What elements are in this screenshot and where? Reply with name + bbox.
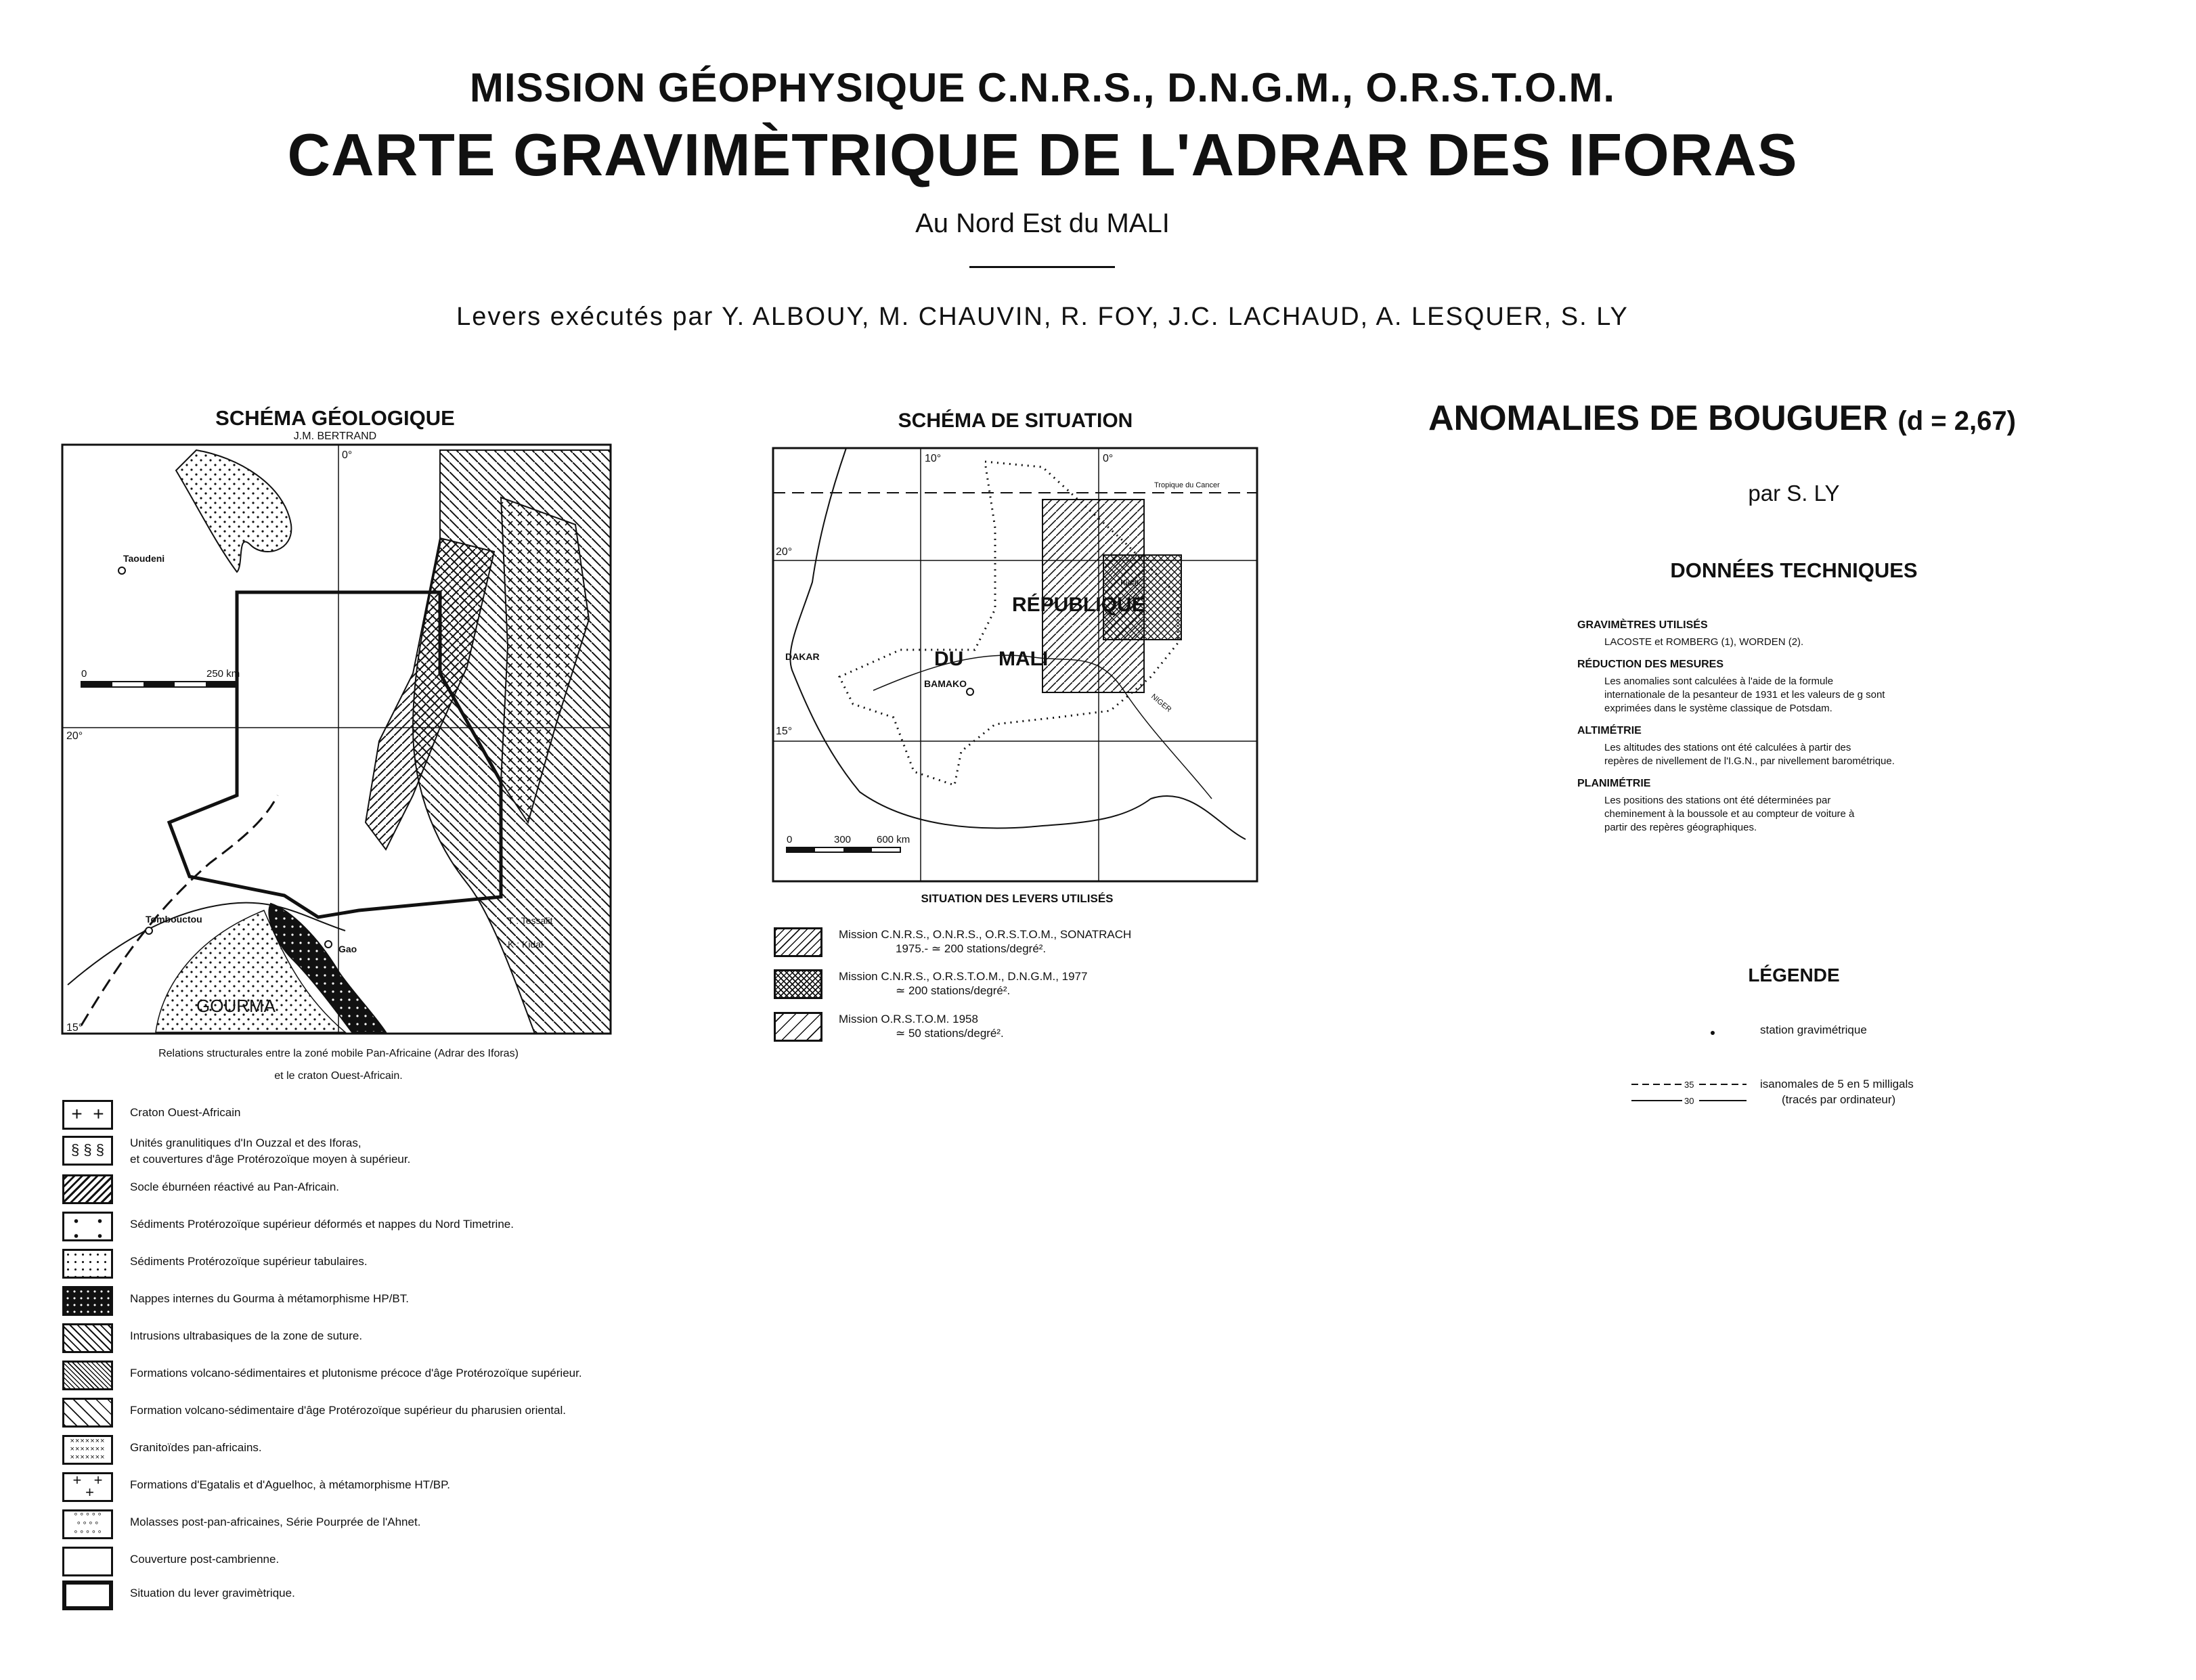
legend-swatch-crosses: + + — [62, 1100, 113, 1130]
tombouctou-marker — [146, 927, 152, 934]
bouguer-author: par S. LY — [1748, 481, 1840, 506]
legend-item — [62, 1212, 875, 1245]
map-title: CARTE GRAVIMÈTRIQUE DE L'ADRAR DES IFORAS — [287, 121, 1798, 188]
legend-title: LÉGENDE — [1748, 965, 1840, 986]
bamako-label: BAMAKO — [924, 678, 967, 689]
bouguer-title — [1428, 398, 2016, 439]
gao-label: Gao — [338, 944, 357, 954]
kidal-label: Kidal — [1120, 578, 1139, 588]
legend-item — [62, 1580, 875, 1614]
tropic-label: Tropique du Cancer — [1154, 481, 1220, 489]
sit-scale-max: 600 km — [877, 834, 910, 845]
legend-item — [62, 1323, 875, 1357]
geo-caption-line1: Relations structurales entre la zoné mobile Pan-Africaine (Adrar des Iforas) — [158, 1048, 519, 1059]
niger-label: NIGER — [1149, 692, 1173, 714]
gao-marker — [325, 941, 332, 948]
geological-map — [61, 443, 616, 1039]
legend-swatch-plus-sparse: + + + — [62, 1472, 113, 1502]
title-underline — [969, 266, 1115, 268]
tech-section — [1577, 725, 2119, 768]
geo-lon0-label: 0° — [342, 449, 353, 461]
legend-item — [62, 1398, 875, 1432]
legend-label: Situation du lever gravimètrique. — [130, 1587, 295, 1599]
tech-heading: RÉDUCTION DES MESURES — [1577, 659, 1724, 670]
legend-swatch-black — [62, 1286, 113, 1316]
geo-lat20-label: 20° — [66, 730, 83, 742]
bamako-marker — [967, 688, 973, 695]
lever-item — [774, 969, 1315, 1007]
legend-item — [62, 1472, 875, 1506]
dakar-label: DAKAR — [785, 651, 820, 662]
tessalit-key: T : Tessalit — [508, 915, 553, 926]
tech-text: Les altitudes des stations ont été calculées à partir des repères de nivellement de l'I.G.N., par nivellement barométrique. — [1604, 742, 1895, 767]
sit-scale-zero: 0 — [787, 834, 793, 845]
isanomaly-legend — [1631, 1076, 1747, 1110]
legend-swatch-back-diag-sparse — [62, 1398, 113, 1428]
tech-heading: ALTIMÉTRIE — [1577, 725, 1642, 736]
republique-label: RÉPUBLIQUE — [1012, 594, 1145, 616]
bouguer-title-text: ANOMALIES DE BOUGUER — [1428, 399, 1888, 438]
legend-label: Formations volcano-sédimentaires et plutonisme précoce d'âge Protérozoïque supérieur. — [130, 1367, 582, 1379]
mali-label: MALI — [998, 648, 1049, 670]
gourma-label: GOURMA — [196, 996, 276, 1016]
tech-section — [1577, 778, 2119, 835]
lever-swatch-diag-sparse — [774, 1012, 822, 1042]
taoudeni-marker — [118, 567, 125, 574]
sit-scale-mid: 300 — [834, 834, 852, 845]
sit-lon0-label: 0° — [1103, 453, 1114, 464]
geo-schema-title: SCHÉMA GÉOLOGIQUE — [215, 406, 455, 430]
geo-scale-zero: 0 — [81, 668, 87, 680]
legend-swatch-back-diag — [62, 1323, 113, 1353]
levers-title: SITUATION DES LEVERS UTILISÉS — [921, 892, 1114, 905]
tech-heading: PLANIMÉTRIE — [1577, 778, 1651, 789]
legend-label: Sédiments Protérozoïque supérieur déformés et nappes du Nord Timetrine. — [130, 1218, 514, 1231]
sit-lat20-label: 20° — [776, 546, 793, 558]
levers-list — [774, 927, 1315, 1063]
iso-35-label: 35 — [1684, 1080, 1694, 1090]
legend-swatch-dots — [62, 1249, 113, 1279]
legend-swatch-sparse-dots — [62, 1212, 113, 1241]
legend-item — [62, 1136, 875, 1170]
geo-legend — [0, 1100, 880, 1608]
legend-swatch-thick-box — [62, 1580, 113, 1610]
kidal-key: K : Kidal — [508, 939, 544, 950]
tombouctou-label: Tombouctou — [146, 914, 202, 925]
legend-label: Couverture post-cambrienne. — [130, 1553, 280, 1566]
isanomaly-sublabel: (tracés par ordinateur) — [1782, 1093, 1896, 1106]
lever-item — [774, 927, 1315, 965]
legend-label: Formations d'Egatalis et d'Aguelhoc, à métamorphisme HT/BP. — [130, 1478, 450, 1491]
legend-label: Socle éburnéen réactivé au Pan-Africain. — [130, 1180, 340, 1193]
sit-lon10-label: 10° — [925, 453, 942, 464]
lever-line2: 1975.- ≃ 200 stations/degré². — [896, 942, 1047, 955]
mission-heading: MISSION GÉOPHYSIQUE C.N.R.S., D.N.G.M., O.R.S.T.O.M. — [469, 65, 1616, 110]
legend-label: Granitoïdes pan-africains. — [130, 1441, 262, 1454]
tech-sections — [1577, 619, 2119, 835]
sit-scale-seg-1 — [787, 847, 815, 852]
lever-line1: Mission C.N.R.S., O.N.R.S., O.R.S.T.O.M., SONATRACH — [839, 928, 1132, 941]
lever-swatch-diag — [774, 927, 822, 957]
situation-title: SCHÉMA DE SITUATION — [898, 410, 1133, 432]
legend-swatch-wavy: § § § — [62, 1136, 113, 1166]
isanomaly-label: isanomales de 5 en 5 milligals — [1760, 1078, 1914, 1090]
legend-item — [62, 1547, 875, 1580]
legend-item — [62, 1174, 875, 1208]
bouguer-density: (d = 2,67) — [1897, 406, 2016, 436]
tech-heading: GRAVIMÈTRES UTILISÉS — [1577, 619, 1708, 631]
legend-swatch-x: ××××××× ××××××× ××××××× — [62, 1435, 113, 1465]
geo-scale-seg-1 — [81, 682, 112, 687]
legend-item — [62, 1286, 875, 1320]
geo-caption-line2: et le craton Ouest-Africain. — [274, 1070, 403, 1082]
surveyors-line: Levers exécutés par Y. ALBOUY, M. CHAUVIN, R. FOY, J.C. LACHAUD, A. LESQUER, S. LY — [456, 303, 1629, 331]
tech-section — [1577, 619, 2119, 649]
lever-line2: ≃ 50 stations/degré². — [896, 1027, 1004, 1040]
geo-scale-max: 250 km — [206, 668, 240, 680]
legend-label: Intrusions ultrabasiques de la zone de suture. — [130, 1329, 363, 1342]
legend-swatch-dense-diag — [62, 1174, 113, 1204]
legend-label: Craton Ouest-Africain — [130, 1106, 241, 1119]
legend-swatch-blank — [62, 1547, 113, 1576]
taoudeni-label: Taoudeni — [123, 553, 165, 564]
lever-line1: Mission O.R.S.T.O.M. 1958 — [839, 1013, 978, 1025]
lever-item — [774, 1012, 1315, 1050]
legend-label: Molasses post-pan-africaines, Série Pourprée de l'Ahnet. — [130, 1516, 421, 1528]
legend-label-2: et couvertures d'âge Protérozoïque moyen à supérieur. — [130, 1153, 411, 1166]
legend-label: Sédiments Protérozoïque supérieur tabulaires. — [130, 1255, 368, 1268]
geo-scale-seg-3 — [206, 682, 237, 687]
du-label: DU — [934, 648, 964, 670]
iso-30-label: 30 — [1684, 1096, 1694, 1106]
legend-item — [62, 1361, 875, 1394]
legend-swatch-back-diag-dense — [62, 1361, 113, 1390]
lever-line1: Mission C.N.R.S., O.R.S.T.O.M., D.N.G.M., 1977 — [839, 970, 1088, 983]
tech-text: LACOSTE et ROMBERG (1), WORDEN (2). — [1604, 636, 1804, 648]
legend-swatch-circles: ° ° ° ° ° ° ° ° ° ° ° ° ° ° — [62, 1509, 113, 1539]
tech-text: Les positions des stations ont été déterminées par cheminement à la boussole et au compteur de voiture à partir des repères géographiques. — [1604, 795, 1855, 833]
map-subtitle: Au Nord Est du MALI — [915, 208, 1170, 238]
legend-label: Unités granulitiques d'In Ouzzal et des Iforas, — [130, 1136, 361, 1149]
sit-scale-seg-2 — [843, 847, 872, 852]
legend-item — [62, 1100, 875, 1134]
legend-item — [62, 1435, 875, 1469]
tech-section — [1577, 659, 2119, 715]
geo-schema-author: J.M. BERTRAND — [293, 430, 377, 442]
legend-item — [62, 1509, 875, 1543]
legend-label: Nappes internes du Gourma à métamorphisme HP/BT. — [130, 1292, 409, 1305]
lever-line2: ≃ 200 stations/degré². — [896, 984, 1011, 997]
station-label: station gravimétrique — [1760, 1023, 1867, 1036]
sit-lat15-label: 15° — [776, 726, 793, 737]
tech-text: Les anomalies sont calculées à l'aide de la formule internationale de la pesanteur de 1931 et les valeurs de g sont exprimées dans le système classique de Potsdam. — [1604, 676, 1885, 714]
lever-swatch-cross — [774, 969, 822, 999]
situation-map — [772, 447, 1262, 887]
legend-label: Formation volcano-sédimentaire d'âge Protérozoïque supérieur du pharusien oriental. — [130, 1404, 566, 1417]
legend-item — [62, 1249, 875, 1283]
geo-scale-seg-2 — [144, 682, 175, 687]
tech-title: DONNÉES TECHNIQUES — [1670, 558, 1918, 582]
station-dot — [1711, 1031, 1715, 1035]
geo-lat15-label: 15° — [66, 1022, 83, 1034]
